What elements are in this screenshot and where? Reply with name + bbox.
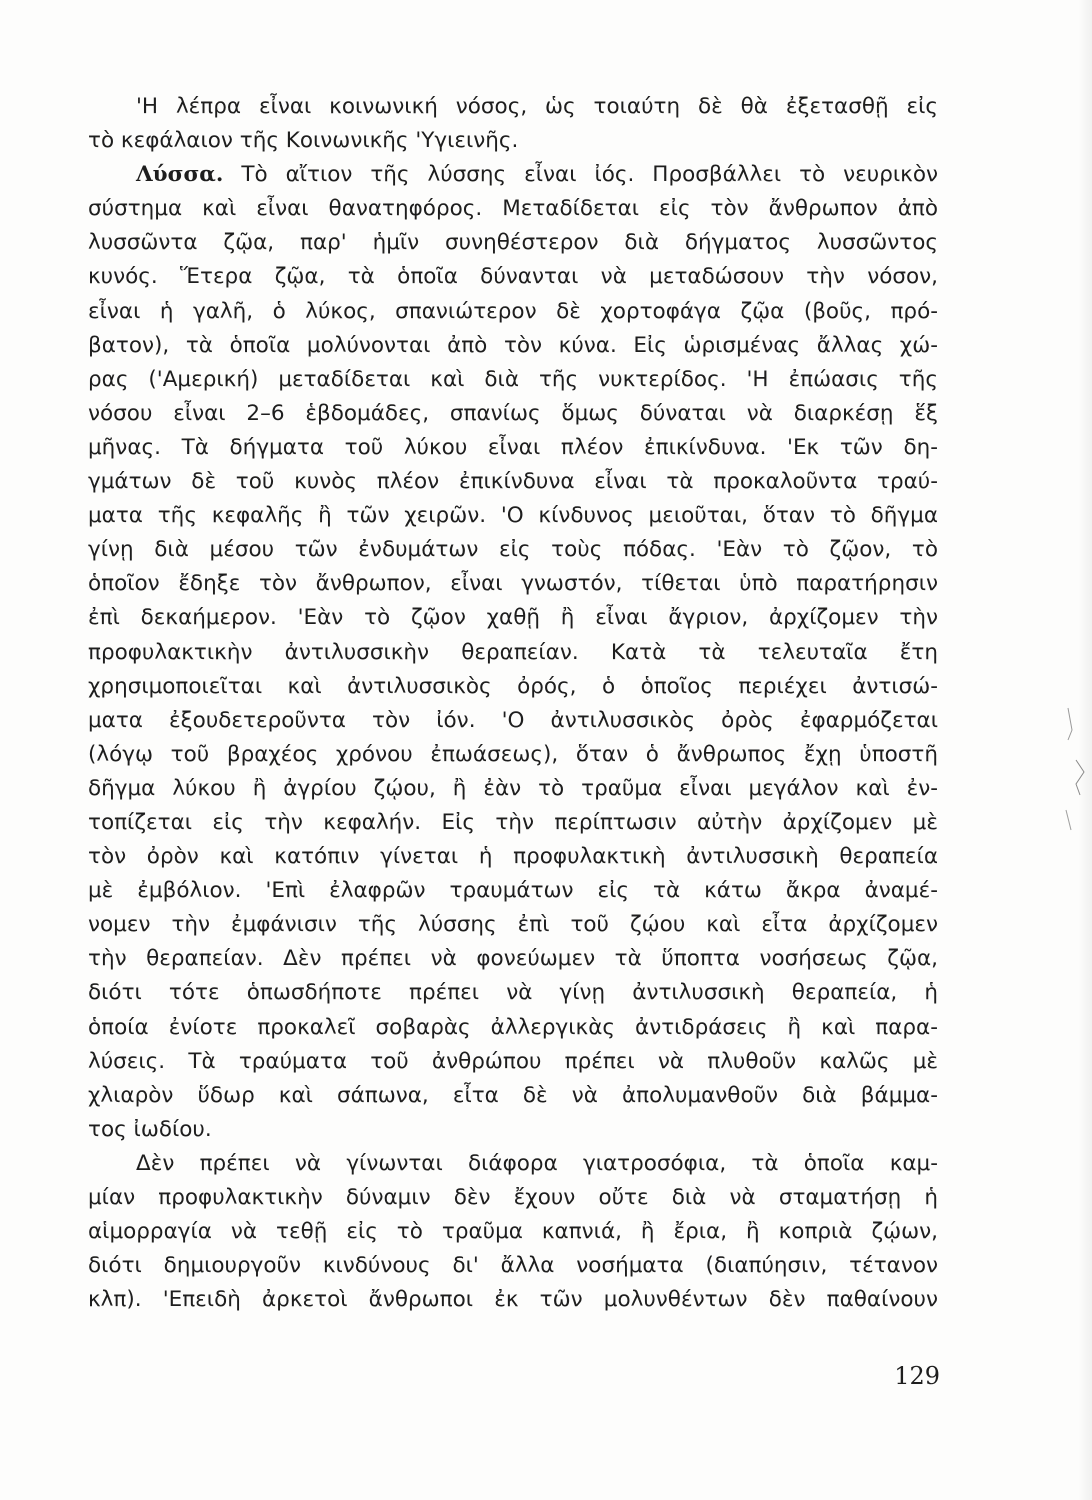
text-line: διότι δημιουργοῦν κινδύνους δι' ἄλλα νοσήματα (διαπύησιν, τέτανον <box>88 1253 938 1279</box>
text-line: (λόγῳ τοῦ βραχέος χρόνου ἐπωάσεως), ὅταν ὁ ἄνθρωπος ἔχῃ ὑποστῆ <box>88 741 938 767</box>
text-line: τὸ κεφάλαιον τῆς Κοινωνικῆς 'Υγιεινῆς. <box>88 128 519 154</box>
text-line: διότι τότε ὁπωσδήποτε πρέπει νὰ γίνῃ ἀντιλυσσικὴ θεραπεία, ἡ <box>88 980 938 1006</box>
text-line: ρας ('Αμερική) μεταδίδεται καὶ διὰ τῆς νυκτερίδος. 'Η ἐπώασις τῆς <box>88 366 938 392</box>
text-line: γμάτων δὲ τοῦ κυνὸς πλέον ἐπικίνδυνα εἶναι τὰ προκαλοῦντα τραύ- <box>88 469 938 495</box>
text-line: λυσσῶντα ζῷα, παρ' ἡμῖν συνηθέστερον διὰ δήγματος λυσσῶντος <box>88 230 938 256</box>
text-line: ὁποία ἐνίοτε προκαλεῖ σοβαρὰς ἀλλεργικὰς ἀντιδράσεις ἢ καὶ παρα- <box>88 1014 938 1040</box>
text-line: νομεν τὴν ἐμφάνισιν τῆς λύσσης ἐπὶ τοῦ ζῴου καὶ εἶτα ἀρχίζομεν <box>88 912 938 938</box>
text-line: ματα ἐξουδετεροῦντα τὸν ἰόν. 'Ο ἀντιλυσσικὸς ὀρὸς ἐφαρμόζεται <box>88 707 938 733</box>
text-line: μὲ ἐμβόλιον. 'Επὶ ἐλαφρῶν τραυμάτων εἰς τὰ κάτω ἄκρα ἀναμέ- <box>88 878 938 904</box>
text-line: δῆγμα λύκου ἢ ἀγρίου ζῴου, ἢ ἐὰν τὸ τραῦμα εἶναι μεγάλον καὶ ἐν- <box>88 775 938 801</box>
text-line: τὸν ὀρὸν καὶ κατόπιν γίνεται ἡ προφυλακτικὴ ἀντιλυσσικὴ θεραπεία <box>88 844 938 870</box>
text-line: προφυλακτικὴν ἀντιλυσσικὴν θεραπείαν. Κατὰ τὰ τελευταῖα ἔτη <box>88 639 938 665</box>
page-number: 129 <box>894 1362 940 1390</box>
body-text <box>88 90 938 1317</box>
section-heading: Λύσσα. <box>136 162 224 188</box>
text-line: βατον), τὰ ὁποῖα μολύνονται ἀπὸ τὸν κύνα. Εἰς ὡρισμένας ἄλλας χώ- <box>88 332 938 358</box>
text-line: κλπ). 'Επειδὴ ἀρκετοὶ ἄνθρωποι ἐκ τῶν μολυνθέντων δὲν παθαίνουν <box>88 1287 938 1313</box>
text-line: αἱμορραγία νὰ τεθῇ εἰς τὸ τραῦμα καπνιά, ἢ ἔρια, ἢ κοπριὰ ζῴων, <box>88 1219 938 1245</box>
text-line: τοπίζεται εἰς τὴν κεφαλήν. Εἰς τὴν περίπτωσιν αὐτὴν ἀρχίζομεν μὲ <box>88 809 938 835</box>
text-line: λύσεις. Τὰ τραύματα τοῦ ἀνθρώπου πρέπει νὰ πλυθοῦν καλῶς μὲ <box>88 1048 938 1074</box>
text-line: εἶναι ἡ γαλῆ, ὁ λύκος, σπανιώτερον δὲ χορτοφάγα ζῷα (βοῦς, πρό- <box>88 298 938 324</box>
text-line-with-heading <box>88 158 938 192</box>
text-line: μίαν προφυλακτικὴν δύναμιν δὲν ἔχουν οὔτε διὰ νὰ σταματήσῃ ἡ <box>88 1185 938 1210</box>
text-line: ὁποῖον ἔδηξε τὸν ἄνθρωπον, εἶναι γνωστόν, τίθεται ὑπὸ παρατήρησιν <box>88 571 938 597</box>
text-line: τος ἰωδίου. <box>88 1116 212 1142</box>
text-line: 'Η λέπρα εἶναι κοινωνική νόσος, ὡς τοιαύτη δὲ θὰ ἐξετασθῇ εἰς <box>136 94 938 119</box>
text-line: τὴν θεραπείαν. Δὲν πρέπει νὰ φονεύωμεν τὰ ὕποπτα νοσήσεως ζῷα, <box>88 946 938 972</box>
text-line: χρησιμοποιεῖται καὶ ἀντιλυσσικὸς ὀρός, ὁ ὁποῖος περιέχει ἀντισώ- <box>88 673 938 699</box>
text-line: ἐπὶ δεκαήμερον. 'Εὰν τὸ ζῷον χαθῇ ἢ εἶναι ἄγριον, ἀρχίζομεν τὴν <box>88 605 938 631</box>
text-line: νόσου εἶναι 2–6 ἑβδομάδες, σπανίως ὅμως δύναται νὰ διαρκέσῃ ἕξ <box>88 400 938 426</box>
text-line: χλιαρὸν ὕδωρ καὶ σάπωνα, εἶτα δὲ νὰ ἀπολυμανθοῦν διὰ βάμμα- <box>88 1082 938 1108</box>
text-line: γίνῃ διὰ μέσου τῶν ἐνδυμάτων εἰς τοὺς πόδας. 'Εὰν τὸ ζῷον, τὸ <box>88 537 938 563</box>
text-line: σύστημα καὶ εἶναι θανατηφόρος. Μεταδίδεται εἰς τὸν ἄνθρωπον ἀπὸ <box>88 196 938 222</box>
text-line: κυνός. Ἕτερα ζῷα, τὰ ὁποῖα δύνανται νὰ μεταδώσουν τὴν νόσον, <box>88 264 938 290</box>
text-line: Δὲν πρέπει νὰ γίνωνται διάφορα γιατροσόφια, τὰ ὁποῖα καμ- <box>136 1150 938 1176</box>
text-line: μῆνας. Τὰ δήγματα τοῦ λύκου εἶναι πλέον ἐπικίνδυνα. 'Εκ τῶν δη- <box>88 434 938 460</box>
margin-pencil-marks <box>1062 700 1092 840</box>
text-line: Τὸ αἴτιον τῆς λύσσης εἶναι ἰός. Προσβάλλει τὸ νευρικὸν <box>241 162 938 188</box>
text-line: ματα τῆς κεφαλῆς ἢ τῶν χειρῶν. 'Ο κίνδυνος μειοῦται, ὅταν τὸ δῆγμα <box>88 503 938 529</box>
